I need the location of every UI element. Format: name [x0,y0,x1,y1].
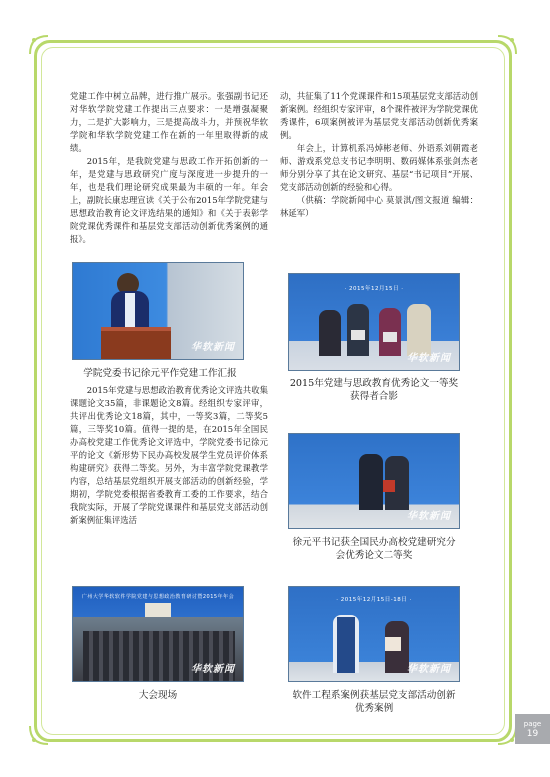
caption-photo5: 软件工程系案例获基层党支部活动创新优秀案例 [292,690,456,714]
paragraph: 动，共征集了11个党课课件和15项基层党支部活动创新案例。经组织专家评审，8个课件被评为学院党课优秀课件，6项案例被评为基层党支部活动创新优秀案例。 [280,91,478,140]
watermark: 华软新闻 [191,342,235,353]
watermark: 华软新闻 [407,511,451,522]
corner-ornament-icon [28,34,50,56]
page-number-tab [515,714,550,744]
photo-conference-venue [72,586,244,682]
caption-photo1: 学院党委书记徐元平作党建工作汇报 [83,368,237,379]
article-text-left-mid [70,384,268,527]
photo-banner-text: · 2015年12月15日-18日 · [336,597,412,603]
corner-ornament-icon [496,34,518,56]
corner-ornament-icon [28,724,50,746]
paragraph: 2015年党建与思想政治教育优秀论文评选共收集课题论文35篇，非课题论文8篇。经组织专家评审，共评出优秀论文18篇，其中，一等奖3篇，二等奖5篇，三等奖10篇。值得一提的是，在2015年全国民办高校党建工作优秀论文评选中，学院党委书记徐元平的论文《新形势下民办高校发展学生党员评价体系构建研究》获得二等奖。另外，为丰富学院党课教学内容，总结基层党组织开展支部活动的创新经验，学期初，学院党委根据省委教育工委的工作要求，结合我院实际，开展了学院党课课件和基层党支部活动创新案例征集评选活 [70,385,268,525]
photo-software-dept-award [288,586,460,682]
page-label: page [523,720,542,728]
page-number: 19 [526,729,539,739]
photo-banner-text: · 2015年12月15日 · [344,286,404,292]
article-text-right-top [280,90,478,220]
paragraph: 2015年，是我院党建与思政工作开拓创新的一年，是党建与思政研究广度与深度进一步提升的一年，也是我们理论研究成果最为丰硕的一年。年会上，副院长康忠理宣读《关于公布2015年学院党建与思想政治教育论文评选结果的通知》和《关于表彰学院党课优秀课件和基层党支部活动创新优秀案例的通报》。 [70,156,268,244]
paragraph: 党建工作中树立品牌，进行推广展示。张强副书记还对华软学院党建工作提出三点要求：一是增强凝聚力，二是扩大影响力，三是提高战斗力，并预祝华软学院和华软学院党建工作在新的一年里取得新的成绩。 [70,91,268,153]
caption-photo3: 徐元平书记获全国民办高校党建研究分会优秀论文二等奖 [292,537,456,561]
photo-party-secretary-report [72,262,244,360]
caption-photo2: 2015年党建与思政教育优秀论文一等奖获得者合影 [289,378,459,402]
paragraph: 年会上，计算机系冯焯彬老师、外语系刘朝霞老师、游戏系党总支书记李明明、数码媒体系张剑杰老师分别分享了其在论文研究、基层“书记项目”开展、党支部活动创新的经验和心得。 [280,143,478,192]
watermark: 华软新闻 [407,353,451,364]
watermark: 华软新闻 [407,664,451,675]
photo-award-xu-yuanping [288,433,460,529]
watermark: 华软新闻 [191,664,235,675]
paragraph: （供稿：学院新闻中心 莫景淇/图文报道 编辑：林延军） [280,195,478,218]
photo-award-winners-group [288,273,460,371]
photo-banner-text: 广州大学华软软件学院党建与思想政治教育研讨暨2015年年会 [81,594,235,600]
article-text-left-top [70,90,268,246]
caption-photo4: 大会现场 [138,690,178,701]
